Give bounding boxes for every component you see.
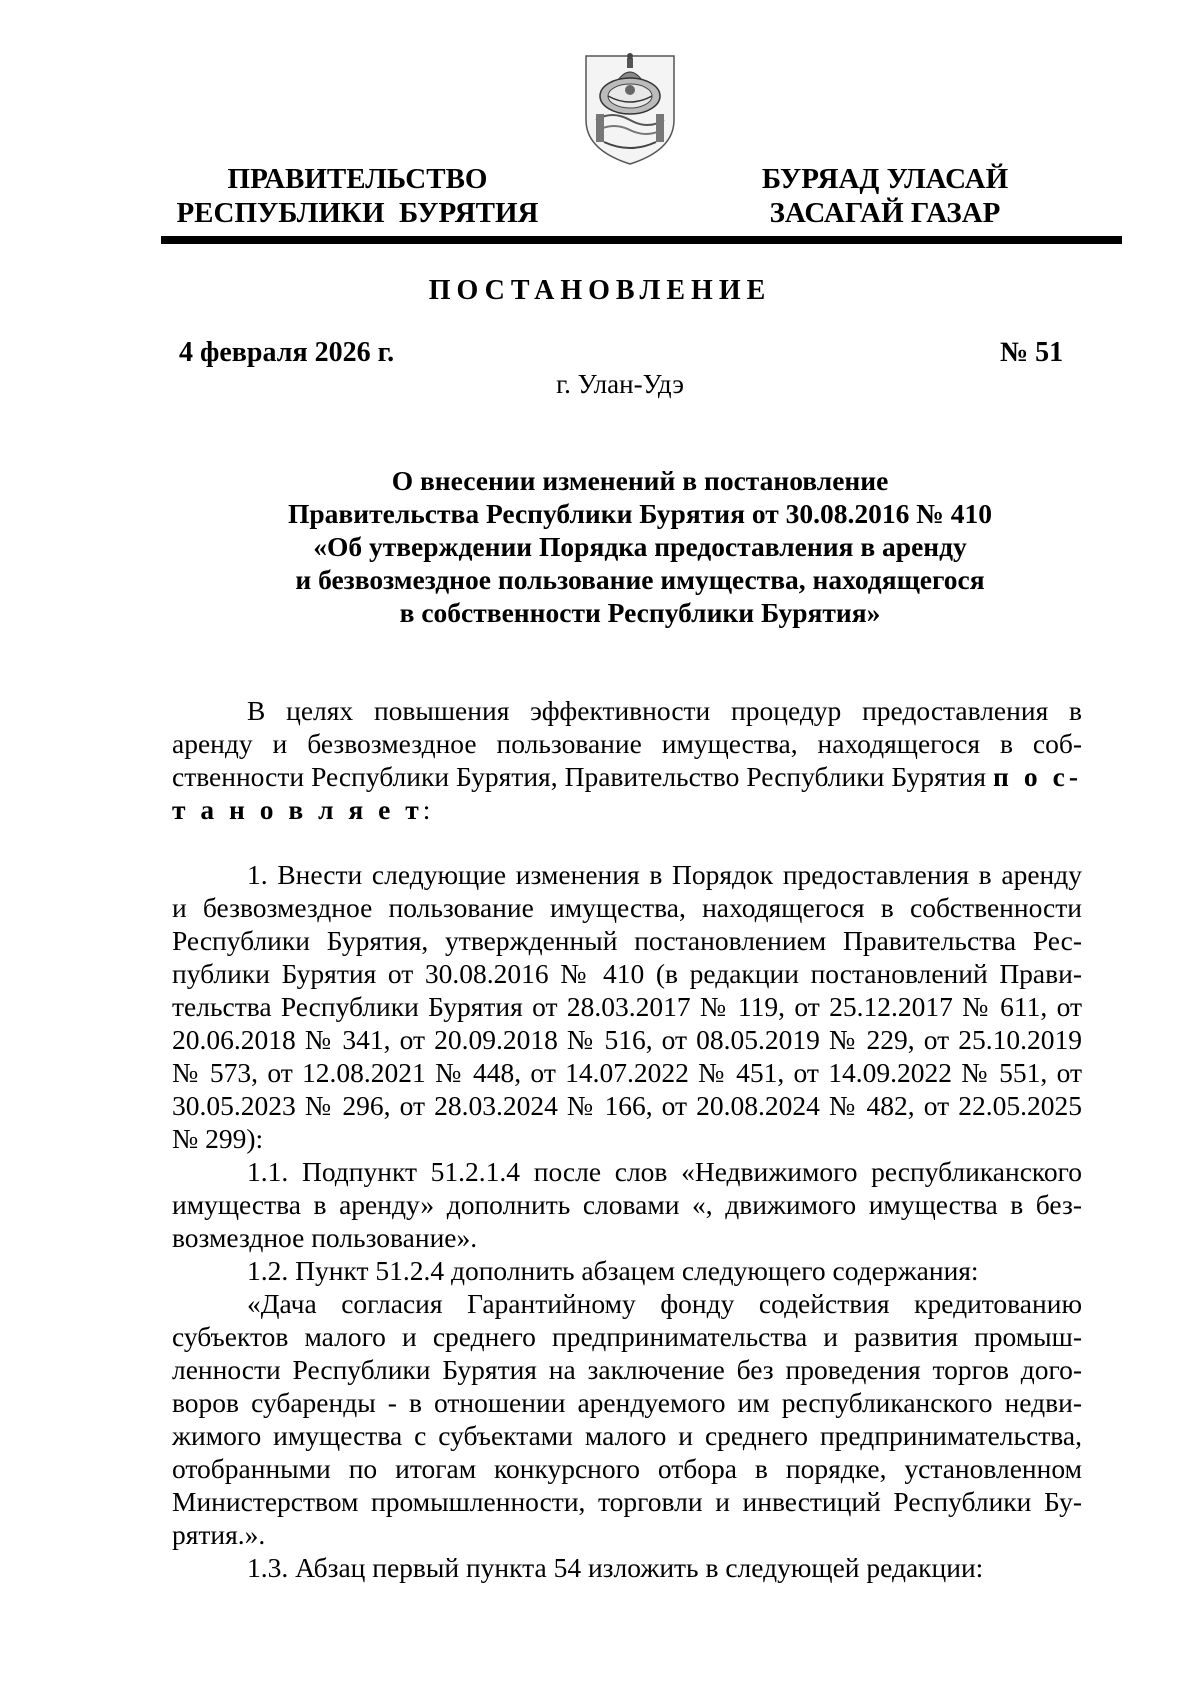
item-1-1-line: имущества в аренду» дополнить словами «, движимого имущества в без- bbox=[172, 1189, 1082, 1220]
title-line: и безвозмездное пользование имущества, находящегося bbox=[295, 564, 985, 595]
preamble-line: В целях повышения эффективности процедур предоставления в bbox=[247, 695, 1082, 726]
issuer-line: БУРЯАД УЛАСАЙ bbox=[761, 163, 1009, 195]
quote-line: рятия.». bbox=[172, 1519, 266, 1550]
title-line: в собственности Республики Бурятия» bbox=[399, 597, 881, 628]
item-1-2-line: 1.2. Пункт 51.2.4 дополнить абзацем следующего содержания: bbox=[247, 1255, 979, 1286]
issuer-name-russian bbox=[150, 162, 565, 230]
quote-line: субъектов малого и среднего предпринимательства и развития промыш- bbox=[172, 1321, 1082, 1352]
item-1-line: Республики Бурятия, утвержденный постановлением Правительства Рес- bbox=[172, 925, 1082, 956]
issuer-name-buryat bbox=[700, 162, 1070, 230]
header-divider bbox=[161, 236, 1122, 244]
item-1-line: и безвозмездное пользование имущества, находящегося в собственности bbox=[172, 892, 1082, 923]
item-1-3-line: 1.3. Абзац первый пункта 54 изложить в следующей редакции: bbox=[247, 1552, 984, 1583]
preamble-line bbox=[172, 760, 1082, 793]
document-type: ПОСТАНОВЛЕНИЕ bbox=[428, 275, 772, 306]
item-1-line: 20.06.2018 № 341, от 20.09.2018 № 516, от 08.05.2019 № 229, от 25.10.2019 bbox=[172, 1024, 1082, 1055]
quote-line: воров субаренды - в отношении арендуемого им республиканского недви- bbox=[172, 1387, 1082, 1418]
document-city: г. Улан-Удэ bbox=[556, 369, 684, 399]
item-1 bbox=[172, 858, 1082, 1584]
item-1-line: № 299): bbox=[172, 1123, 264, 1154]
title-line: «Об утверждении Порядка предоставления в аренду bbox=[313, 531, 967, 562]
item-1-1-line: возмездное пользование». bbox=[172, 1222, 478, 1253]
item-1-line: тельства Республики Бурятия от 28.03.2017 № 119, от 25.12.2017 № 611, от bbox=[172, 991, 1082, 1022]
item-1-line: 1. Внести следующие изменения в Порядок предоставления в аренду bbox=[247, 859, 1082, 890]
item-1-line: публики Бурятия от 30.08.2016 № 410 (в редакции постановлений Прави- bbox=[172, 958, 1082, 989]
quote-line: жимого имущества с субъектами малого и среднего предпринимательства, bbox=[172, 1420, 1082, 1451]
quote-line: Министерством промышленности, торговли и инвестиций Республики Бу- bbox=[172, 1486, 1082, 1517]
issuer-line: ПРАВИТЕЛЬСТВО bbox=[227, 163, 488, 195]
preamble-text: ственности Республики Бурятия, Правительство Республики Бурятия bbox=[172, 761, 986, 792]
preamble-line bbox=[172, 793, 1082, 826]
quote-line: ленности Республики Бурятия на заключение без проведения торгов дого- bbox=[172, 1354, 1082, 1385]
title-line: О внесении изменений в постановление bbox=[391, 465, 889, 496]
document-number: № 51 bbox=[1000, 337, 1064, 368]
issuer-line: РЕСПУБЛИКИ БУРЯТИЯ bbox=[176, 197, 539, 229]
item-1-line: 30.05.2023 № 296, от 28.03.2024 № 166, от 20.08.2024 № 482, от 22.05.2025 bbox=[172, 1090, 1082, 1121]
quote-line: «Дача согласия Гарантийному фонду содействия кредитованию bbox=[247, 1288, 1082, 1319]
title-line: Правительства Республики Бурятия от 30.08.2016 № 410 bbox=[287, 498, 992, 529]
item-1-1-line: 1.1. Подпункт 51.2.1.4 после слов «Недвижимого республиканского bbox=[247, 1156, 1082, 1187]
preamble-colon: : bbox=[422, 794, 431, 825]
resolves-word-part-2: т а н о в л я е т bbox=[172, 794, 423, 825]
issuer-line: ЗАСАГАЙ ГАЗАР bbox=[769, 197, 1001, 229]
document-date: 4 февраля 2026 г. bbox=[179, 337, 395, 368]
quote-line: отобранными по итогам конкурсного отбора в порядке, установленном bbox=[172, 1453, 1082, 1484]
preamble bbox=[172, 694, 1082, 826]
preamble-line: аренду и безвозмездное пользование имущества, находящегося в соб- bbox=[172, 728, 1082, 759]
coat-of-arms-icon bbox=[582, 50, 678, 168]
resolves-word-part-1: п о с- bbox=[993, 761, 1082, 792]
item-1-line: № 573, от 12.08.2021 № 448, от 14.07.2022 № 451, от 14.09.2022 № 551, от bbox=[172, 1057, 1082, 1088]
document-title bbox=[200, 464, 1080, 629]
